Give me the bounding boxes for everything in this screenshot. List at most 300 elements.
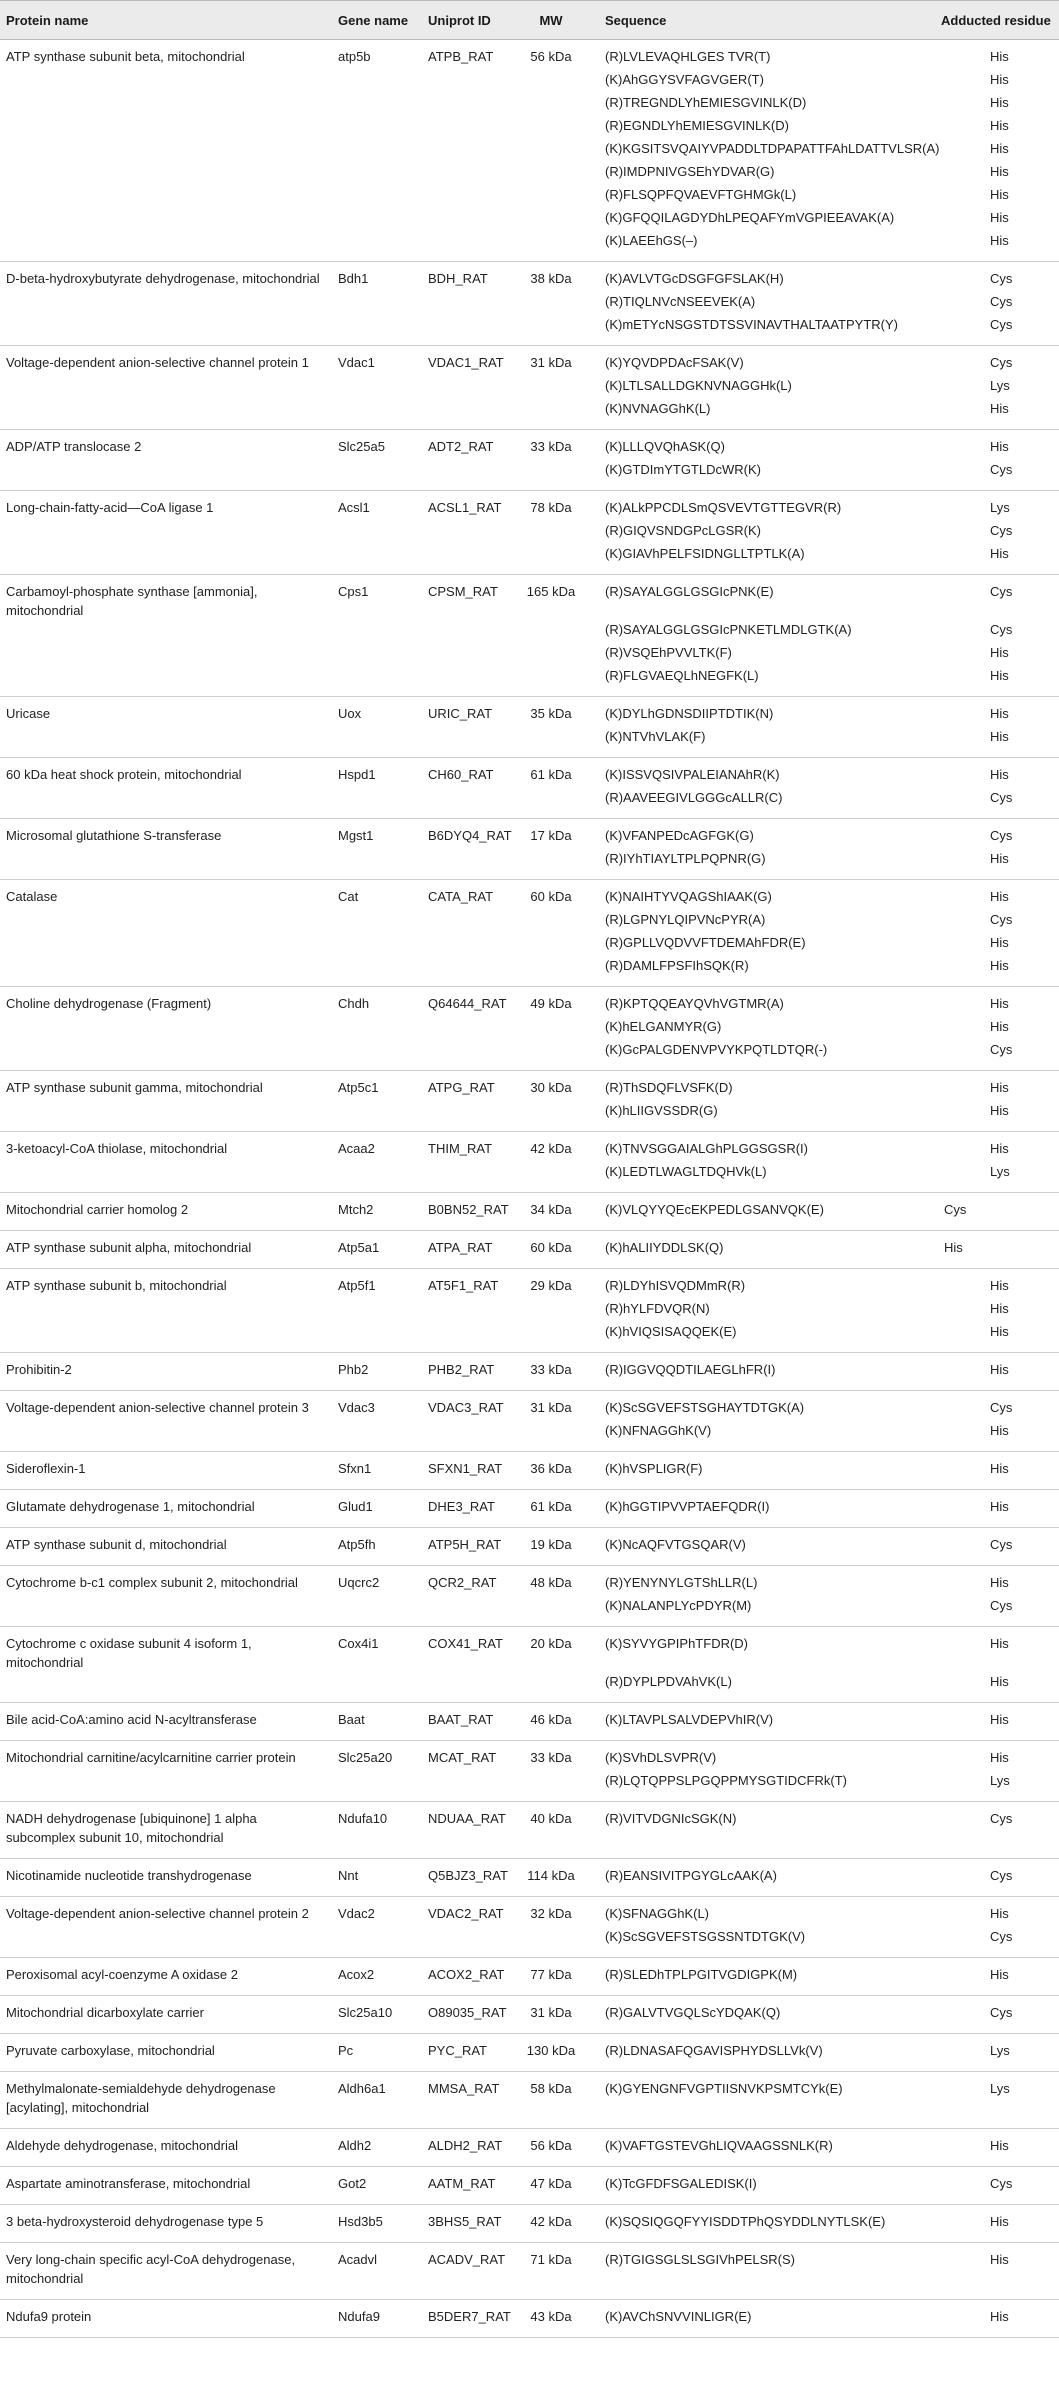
- protein-name-cell: Cytochrome c oxidase subunit 4 isoform 1, mitochondrial: [6, 1636, 252, 1670]
- sequence-line: [0, 162, 1059, 185]
- protein-name-cell: Long-chain-fatty-acid—CoA ligase 1: [6, 500, 214, 515]
- mw-cell: 77 kDa: [530, 1967, 572, 1982]
- adducted-residue-cell: His: [990, 141, 1009, 156]
- sequence-list: [0, 498, 1059, 567]
- gene-name-cell: Acaa2: [338, 1141, 375, 1156]
- adducted-residue-cell: His: [990, 2309, 1009, 2324]
- protein-name-cell: 3 beta-hydroxysteroid dehydrogenase type 5: [6, 2214, 264, 2229]
- gene-name-cell: Bdh1: [338, 271, 369, 286]
- table-row: [0, 1741, 1059, 1802]
- adducted-residue-cell: His: [990, 1674, 1009, 1689]
- gene-name-cell: Slc25a5: [338, 439, 385, 454]
- sequence-cell: (K)SQSIQGQFYYISDDTPhQSYDDLNYTLSK(E): [605, 2214, 886, 2229]
- sequence-cell: (K)KGSITSVQAIYVPADDLTDPAPATTFAhLDATTVLSR(A): [605, 141, 940, 156]
- sequence-list: [0, 1809, 1059, 1832]
- header-gene-name: Gene name: [338, 13, 409, 28]
- sequence-cell: (R)TREGNDLYhEMIESGVINLK(D): [605, 95, 807, 110]
- sequence-line: [0, 727, 1059, 750]
- gene-name-cell: Mgst1: [338, 828, 374, 843]
- protein-name-cell: D-beta-hydroxybutyrate dehydrogenase, mitochondrial: [6, 271, 320, 286]
- adducted-residue-cell: His: [990, 2138, 1009, 2153]
- gene-name-cell: Slc25a20: [338, 1750, 393, 1765]
- sequence-line: [0, 1421, 1059, 1444]
- sequence-line: [0, 887, 1059, 910]
- uniprot-id-cell: O89035_RAT: [428, 2005, 507, 2020]
- gene-name-cell: Ndufa10: [338, 1811, 388, 1826]
- table-row: [0, 2129, 1059, 2167]
- adducted-residue-cell: His: [990, 1103, 1009, 1118]
- adducted-residue-cell: Cys: [990, 355, 1013, 370]
- protein-name-cell: Sideroflexin-1: [6, 1461, 86, 1476]
- sequence-cell: (R)FLSQPFQVAEVFTGHMGk(L): [605, 187, 797, 202]
- sequence-cell: (K)YQVDPDAcFSAK(V): [605, 355, 744, 370]
- sequence-cell: (K)SVhDLSVPR(V): [605, 1750, 717, 1765]
- sequence-line: [0, 765, 1059, 788]
- sequence-list: [0, 1497, 1059, 1520]
- mw-cell: 47 kDa: [530, 2176, 572, 2191]
- adducted-residue-cell: His: [990, 645, 1009, 660]
- adducted-residue-cell: His: [990, 889, 1009, 904]
- sequence-list: [0, 2136, 1059, 2159]
- sequence-cell: (K)NALANPLYcPDYR(M): [605, 1598, 752, 1613]
- sequence-list: [0, 1459, 1059, 1482]
- sequence-line: [0, 269, 1059, 292]
- gene-name-cell: Acadvl: [338, 2252, 378, 2267]
- adducted-residue-cell: Cys: [990, 294, 1013, 309]
- sequence-line: [0, 498, 1059, 521]
- uniprot-id-cell: B0BN52_RAT: [428, 1202, 509, 1217]
- adducted-residue-cell: Lys: [990, 1773, 1010, 1788]
- sequence-line: [0, 292, 1059, 315]
- protein-name-cell: Aspartate aminotransferase, mitochondrial: [6, 2176, 251, 2191]
- adducted-residue-cell: Lys: [990, 2043, 1010, 2058]
- adducted-residue-cell: His: [944, 1240, 963, 1255]
- protein-name-cell: Methylmalonate-semialdehyde dehydrogenase [acylating], mitochondrial: [6, 2081, 276, 2115]
- header-uniprot-id: Uniprot ID: [428, 13, 491, 28]
- adducted-residue-cell: His: [990, 1575, 1009, 1590]
- adducted-residue-cell: His: [990, 706, 1009, 721]
- header-adducted-residue: Adducted residue: [941, 13, 1051, 28]
- adducted-residue-cell: Lys: [990, 500, 1010, 515]
- header-sequence: Sequence: [605, 13, 667, 28]
- sequence-line: [0, 93, 1059, 116]
- uniprot-id-cell: CPSM_RAT: [428, 584, 498, 599]
- sequence-line: [0, 2079, 1059, 2102]
- adducted-residue-cell: Cys: [990, 1868, 1013, 1883]
- sequence-line: [0, 1139, 1059, 1162]
- sequence-cell: (K)DYLhGDNSDIIPTDTIK(N): [605, 706, 774, 721]
- adducted-residue-cell: His: [990, 1499, 1009, 1514]
- uniprot-id-cell: VDAC2_RAT: [428, 1906, 504, 1921]
- sequence-cell: (K)GIAVhPELFSIDNGLLTPTLK(A): [605, 546, 805, 561]
- protein-name-cell: Peroxisomal acyl-coenzyme A oxidase 2: [6, 1967, 238, 1982]
- adducted-residue-cell: His: [990, 210, 1009, 225]
- gene-name-cell: Pc: [338, 2043, 354, 2058]
- adducted-residue-cell: His: [990, 1362, 1009, 1377]
- uniprot-id-cell: AT5F1_RAT: [428, 1278, 499, 1293]
- mw-cell: 56 kDa: [530, 2138, 572, 2153]
- sequence-line: [0, 1322, 1059, 1345]
- gene-name-cell: Got2: [338, 2176, 367, 2191]
- protein-name-cell: Mitochondrial dicarboxylate carrier: [6, 2005, 204, 2020]
- adducted-residue-cell: Cys: [990, 828, 1013, 843]
- sequence-line: [0, 1299, 1059, 1322]
- sequence-line: [0, 315, 1059, 338]
- mw-cell: 33 kDa: [530, 1362, 572, 1377]
- sequence-cell: (R)hYLFDVQR(N): [605, 1301, 710, 1316]
- table-row: [0, 987, 1059, 1071]
- sequence-line: [0, 2136, 1059, 2159]
- sequence-cell: (R)VITVDGNIcSGK(N): [605, 1811, 737, 1826]
- adducted-residue-cell: His: [990, 1967, 1009, 1982]
- adducted-residue-cell: His: [990, 1324, 1009, 1339]
- sequence-cell: (K)hLIIGVSSDR(G): [605, 1103, 718, 1118]
- sequence-list: [0, 1748, 1059, 1794]
- gene-name-cell: Sfxn1: [338, 1461, 372, 1476]
- sequence-cell: (R)LVLEVAQHLGES TVR(T): [605, 49, 771, 64]
- sequence-list: [0, 47, 1059, 254]
- sequence-cell: (K)ScSGVEFSTSGHAYTDTGK(A): [605, 1400, 805, 1415]
- mw-cell: 58 kDa: [530, 2081, 572, 2096]
- uniprot-id-cell: B5DER7_RAT: [428, 2309, 511, 2324]
- protein-name-cell: Bile acid-CoA:amino acid N-acyltransferase: [6, 1712, 257, 1727]
- sequence-cell: (K)NcAQFVTGSQAR(V): [605, 1537, 746, 1552]
- sequence-list: [0, 2079, 1059, 2102]
- sequence-cell: (R)GALVTVGQLScYDQAK(Q): [605, 2005, 781, 2020]
- uniprot-id-cell: VDAC1_RAT: [428, 355, 504, 370]
- table-row: [0, 1996, 1059, 2034]
- sequence-cell: (K)LEDTLWAGLTDQHVk(L): [605, 1164, 767, 1179]
- table-row: [0, 2300, 1059, 2338]
- table-row: [0, 1859, 1059, 1897]
- adducted-residue-cell: His: [990, 2214, 1009, 2229]
- table-row: [0, 1703, 1059, 1741]
- mw-cell: 61 kDa: [530, 1499, 572, 1514]
- sequence-cell: (K)AhGGYSVFAGVGER(T): [605, 72, 764, 87]
- adducted-residue-cell: His: [990, 401, 1009, 416]
- sequence-cell: (K)VAFTGSTEVGhLIQVAAGSSNLK(R): [605, 2138, 833, 2153]
- sequence-cell: (R)EANSIVITPGYGLcAAK(A): [605, 1868, 777, 1883]
- sequence-line: [0, 1078, 1059, 1101]
- sequence-line: [0, 704, 1059, 727]
- sequence-cell: (K)GcPALGDENVPVYKPQTLDTQR(-): [605, 1042, 828, 1057]
- protein-name-cell: ATP synthase subunit gamma, mitochondrial: [6, 1080, 263, 1095]
- sequence-cell: (K)NFNAGGhK(V): [605, 1423, 712, 1438]
- adducted-residue-cell: His: [990, 187, 1009, 202]
- sequence-cell: (K)TcGFDFSGALEDISK(I): [605, 2176, 757, 2191]
- sequence-list: [0, 1573, 1059, 1619]
- sequence-cell: (K)VLQYYQEcEKPEDLGSANVQK(E): [605, 1202, 824, 1217]
- table-row: [0, 2243, 1059, 2300]
- sequence-line: [0, 788, 1059, 811]
- sequence-cell: (K)SFNAGGhK(L): [605, 1906, 710, 1921]
- protein-name-cell: ATP synthase subunit b, mitochondrial: [6, 1278, 227, 1293]
- uniprot-id-cell: DHE3_RAT: [428, 1499, 495, 1514]
- sequence-list: [0, 1965, 1059, 1988]
- gene-name-cell: Cat: [338, 889, 359, 904]
- gene-name-cell: Aldh6a1: [338, 2081, 386, 2096]
- gene-name-cell: Hsd3b5: [338, 2214, 383, 2229]
- sequence-list: [0, 1866, 1059, 1889]
- sequence-line: [0, 231, 1059, 254]
- sequence-cell: (R)LDYhISVQDMmR(R): [605, 1278, 746, 1293]
- protein-name-cell: Mitochondrial carnitine/acylcarnitine carrier protein: [6, 1750, 296, 1765]
- adducted-residue-cell: Lys: [990, 378, 1010, 393]
- sequence-list: [0, 1200, 1059, 1223]
- protein-name-cell: Prohibitin-2: [6, 1362, 72, 1377]
- adducted-residue-cell: His: [990, 439, 1009, 454]
- uniprot-id-cell: BDH_RAT: [428, 271, 488, 286]
- sequence-line: [0, 1162, 1059, 1185]
- adducted-residue-cell: Cys: [990, 271, 1013, 286]
- sequence-line: [0, 1965, 1059, 1988]
- adducted-residue-cell: Cys: [990, 2176, 1013, 2191]
- protein-name-cell: 3-ketoacyl-CoA thiolase, mitochondrial: [6, 1141, 228, 1156]
- table-row: [0, 1627, 1059, 1703]
- sequence-cell: (K)ALkPPCDLSmQSVEVTGTTEGVR(R): [605, 500, 842, 515]
- table-row: [0, 1490, 1059, 1528]
- sequence-line: [0, 1748, 1059, 1771]
- table-row: [0, 1566, 1059, 1627]
- sequence-list: [0, 1139, 1059, 1185]
- sequence-line: [0, 956, 1059, 979]
- sequence-line: [0, 47, 1059, 70]
- adducted-residue-cell: Cys: [990, 1598, 1013, 1613]
- table-row: [0, 2072, 1059, 2129]
- sequence-line: [0, 1710, 1059, 1733]
- uniprot-id-cell: ATPA_RAT: [428, 1240, 493, 1255]
- sequence-line: [0, 1360, 1059, 1383]
- sequence-cell: (R)KPTQQEAYQVhVGTMR(A): [605, 996, 784, 1011]
- mw-cell: 61 kDa: [530, 767, 572, 782]
- adducted-residue-cell: His: [990, 233, 1009, 248]
- adducted-residue-cell: Cys: [990, 790, 1013, 805]
- sequence-cell: (R)GPLLVQDVVFTDEMAhFDR(E): [605, 935, 806, 950]
- sequence-cell: (K)TNVSGGAIALGhPLGGSGSR(I): [605, 1141, 808, 1156]
- protein-name-cell: Glutamate dehydrogenase 1, mitochondrial: [6, 1499, 255, 1514]
- sequence-cell: (R)EGNDLYhEMIESGVINLK(D): [605, 118, 789, 133]
- sequence-cell: (K)hALIIYDDLSK(Q): [605, 1240, 724, 1255]
- uniprot-id-cell: ALDH2_RAT: [428, 2138, 503, 2153]
- mw-cell: 165 kDa: [526, 584, 576, 599]
- mw-cell: 78 kDa: [530, 500, 572, 515]
- sequence-line: [0, 1040, 1059, 1063]
- gene-name-cell: Ndufa9: [338, 2309, 380, 2324]
- adducted-residue-cell: Cys: [990, 912, 1013, 927]
- sequence-line: [0, 376, 1059, 399]
- table-row: [0, 1132, 1059, 1193]
- protein-name-cell: Choline dehydrogenase (Fragment): [6, 996, 212, 1011]
- sequence-line: [0, 437, 1059, 460]
- adducted-residue-cell: His: [990, 668, 1009, 683]
- gene-name-cell: Cox4i1: [338, 1636, 379, 1651]
- sequence-line: [0, 1017, 1059, 1040]
- uniprot-id-cell: MCAT_RAT: [428, 1750, 497, 1765]
- sequence-cell: (K)AVLVTGcDSGFGFSLAK(H): [605, 271, 784, 286]
- table-row: [0, 1452, 1059, 1490]
- sequence-line: [0, 460, 1059, 483]
- sequence-cell: (R)TIQLNVcNSEEVEK(A): [605, 294, 756, 309]
- sequence-line: [0, 1866, 1059, 1889]
- sequence-cell: (R)LGPNYLQIPVNcPYR(A): [605, 912, 766, 927]
- sequence-line: [0, 139, 1059, 162]
- sequence-list: [0, 2003, 1059, 2026]
- uniprot-id-cell: SFXN1_RAT: [428, 1461, 503, 1476]
- sequence-line: [0, 2041, 1059, 2064]
- sequence-cell: (R)SAYALGGLGSGIcPNKETLMDLGTK(A): [605, 622, 852, 637]
- table-row: [0, 1353, 1059, 1391]
- mw-cell: 49 kDa: [530, 996, 572, 1011]
- table-row: [0, 1231, 1059, 1269]
- uniprot-id-cell: THIM_RAT: [428, 1141, 493, 1156]
- mw-cell: 46 kDa: [530, 1712, 572, 1727]
- sequence-line: [0, 208, 1059, 231]
- table-row: [0, 1528, 1059, 1566]
- sequence-cell: (K)NAIHTYVQAGShIAAK(G): [605, 889, 772, 904]
- sequence-line: [0, 2212, 1059, 2235]
- table-row: [0, 1269, 1059, 1353]
- sequence-list: [0, 887, 1059, 979]
- sequence-line: [0, 1573, 1059, 1596]
- sequence-line: [0, 521, 1059, 544]
- protein-name-cell: Very long-chain specific acyl-CoA dehydrogenase, mitochondrial: [6, 2252, 296, 2286]
- sequence-list: [0, 1276, 1059, 1345]
- table-row: [0, 2167, 1059, 2205]
- table-row: [0, 1071, 1059, 1132]
- mw-cell: 36 kDa: [530, 1461, 572, 1476]
- protein-name-cell: ATP synthase subunit d, mitochondrial: [6, 1537, 227, 1552]
- uniprot-id-cell: ACADV_RAT: [428, 2252, 506, 2267]
- uniprot-id-cell: PHB2_RAT: [428, 1362, 495, 1377]
- uniprot-id-cell: MMSA_RAT: [428, 2081, 500, 2096]
- table-row: [0, 1391, 1059, 1452]
- sequence-list: [0, 704, 1059, 750]
- uniprot-id-cell: CATA_RAT: [428, 889, 494, 904]
- protein-name-cell: ATP synthase subunit beta, mitochondrial: [6, 49, 245, 64]
- gene-name-cell: Glud1: [338, 1499, 373, 1514]
- uniprot-id-cell: Q5BJZ3_RAT: [428, 1868, 508, 1883]
- table-row: [0, 697, 1059, 758]
- adducted-residue-cell: His: [990, 958, 1009, 973]
- mw-cell: 130 kDa: [526, 2043, 576, 2058]
- adducted-residue-cell: His: [990, 1906, 1009, 1921]
- sequence-line: [0, 1398, 1059, 1421]
- adducted-residue-cell: Cys: [990, 1929, 1013, 1944]
- mw-cell: 31 kDa: [530, 1400, 572, 1415]
- sequence-list: [0, 1398, 1059, 1444]
- adducted-residue-cell: Lys: [990, 1164, 1010, 1179]
- sequence-line: [0, 1101, 1059, 1124]
- uniprot-id-cell: BAAT_RAT: [428, 1712, 494, 1727]
- sequence-list: [0, 1535, 1059, 1558]
- table-row: [0, 819, 1059, 880]
- sequence-list: [0, 2212, 1059, 2235]
- sequence-line: [0, 849, 1059, 872]
- gene-name-cell: Chdh: [338, 996, 370, 1011]
- mw-cell: 17 kDa: [530, 828, 572, 843]
- protein-name-cell: Carbamoyl-phosphate synthase [ammonia], mitochondrial: [6, 584, 258, 618]
- adducted-residue-cell: His: [990, 2252, 1009, 2267]
- protein-name-cell: Voltage-dependent anion-selective channel protein 3: [6, 1400, 309, 1415]
- sequence-line: [0, 582, 1059, 605]
- sequence-line: [0, 1596, 1059, 1619]
- mw-cell: 48 kDa: [530, 1575, 572, 1590]
- sequence-list: [0, 1904, 1059, 1950]
- sequence-cell: (R)GIQVSNDGPcLGSR(K): [605, 523, 762, 538]
- sequence-line: [0, 2307, 1059, 2330]
- table-row: [0, 1193, 1059, 1231]
- uniprot-id-cell: PYC_RAT: [428, 2043, 487, 2058]
- adducted-residue-cell: Cys: [990, 1042, 1013, 1057]
- sequence-line: [0, 994, 1059, 1017]
- gene-name-cell: Nnt: [338, 1868, 359, 1883]
- uniprot-id-cell: B6DYQ4_RAT: [428, 828, 512, 843]
- protein-name-cell: Catalase: [6, 889, 58, 904]
- gene-name-cell: atp5b: [338, 49, 371, 64]
- adducted-residue-cell: His: [990, 1080, 1009, 1095]
- gene-name-cell: Vdac3: [338, 1400, 375, 1415]
- sequence-cell: (K)ISSVQSIVPALEIANAhR(K): [605, 767, 780, 782]
- gene-name-cell: Baat: [338, 1712, 365, 1727]
- sequence-list: [0, 1710, 1059, 1733]
- adducted-residue-cell: Cys: [990, 1400, 1013, 1415]
- adducted-residue-cell: His: [990, 1423, 1009, 1438]
- adducted-residue-cell: His: [990, 1750, 1009, 1765]
- sequence-list: [0, 1360, 1059, 1383]
- gene-name-cell: Slc25a10: [338, 2005, 393, 2020]
- sequence-line: [0, 1809, 1059, 1832]
- sequence-line: [0, 933, 1059, 956]
- mw-cell: 56 kDa: [530, 49, 572, 64]
- sequence-list: [0, 1078, 1059, 1124]
- gene-name-cell: Uox: [338, 706, 362, 721]
- sequence-cell: (K)hGGTIPVVPTAEFQDR(I): [605, 1499, 770, 1514]
- sequence-cell: (R)FLGVAEQLhNEGFK(L): [605, 668, 759, 683]
- sequence-list: [0, 1238, 1059, 1261]
- sequence-cell: (R)DAMLFPSFIhSQK(R): [605, 958, 749, 973]
- table-row: [0, 880, 1059, 987]
- uniprot-id-cell: CH60_RAT: [428, 767, 494, 782]
- adducted-residue-cell: Cys: [944, 1202, 967, 1217]
- table-row: [0, 346, 1059, 430]
- sequence-line: [0, 353, 1059, 376]
- adducted-residue-cell: His: [990, 1636, 1009, 1651]
- sequence-cell: (K)mETYcNSGSTDTSSVINAVTHALTAATPYTR(Y): [605, 317, 899, 332]
- protein-name-cell: Voltage-dependent anion-selective channel protein 2: [6, 1906, 309, 1921]
- sequence-list: [0, 353, 1059, 422]
- sequence-line: [0, 910, 1059, 933]
- sequence-line: [0, 2003, 1059, 2026]
- uniprot-id-cell: VDAC3_RAT: [428, 1400, 504, 1415]
- adducted-residue-cell: His: [990, 164, 1009, 179]
- adducted-residue-cell: His: [990, 95, 1009, 110]
- sequence-cell: (R)DYPLPDVAhVK(L): [605, 1674, 732, 1689]
- protein-name-cell: Ndufa9 protein: [6, 2309, 92, 2324]
- gene-name-cell: Atp5f1: [338, 1278, 376, 1293]
- adducted-residue-cell: His: [990, 996, 1009, 1011]
- sequence-cell: (R)LDNASAFQGAVISPHYDSLLVk(V): [605, 2043, 823, 2058]
- sequence-list: [0, 2174, 1059, 2197]
- sequence-cell: (R)VSQEhPVVLTK(F): [605, 645, 732, 660]
- mw-cell: 38 kDa: [530, 271, 572, 286]
- protein-name-cell: NADH dehydrogenase [ubiquinone] 1 alpha subcomplex subunit 10, mitochondrial: [6, 1811, 257, 1845]
- gene-name-cell: Acsl1: [338, 500, 370, 515]
- uniprot-id-cell: ADT2_RAT: [428, 439, 494, 454]
- sequence-cell: (R)IGGVQQDTILAEGLhFR(I): [605, 1362, 776, 1377]
- gene-name-cell: Phb2: [338, 1362, 369, 1377]
- protein-name-cell: Cytochrome b-c1 complex subunit 2, mitochondrial: [6, 1575, 298, 1590]
- uniprot-id-cell: 3BHS5_RAT: [428, 2214, 502, 2229]
